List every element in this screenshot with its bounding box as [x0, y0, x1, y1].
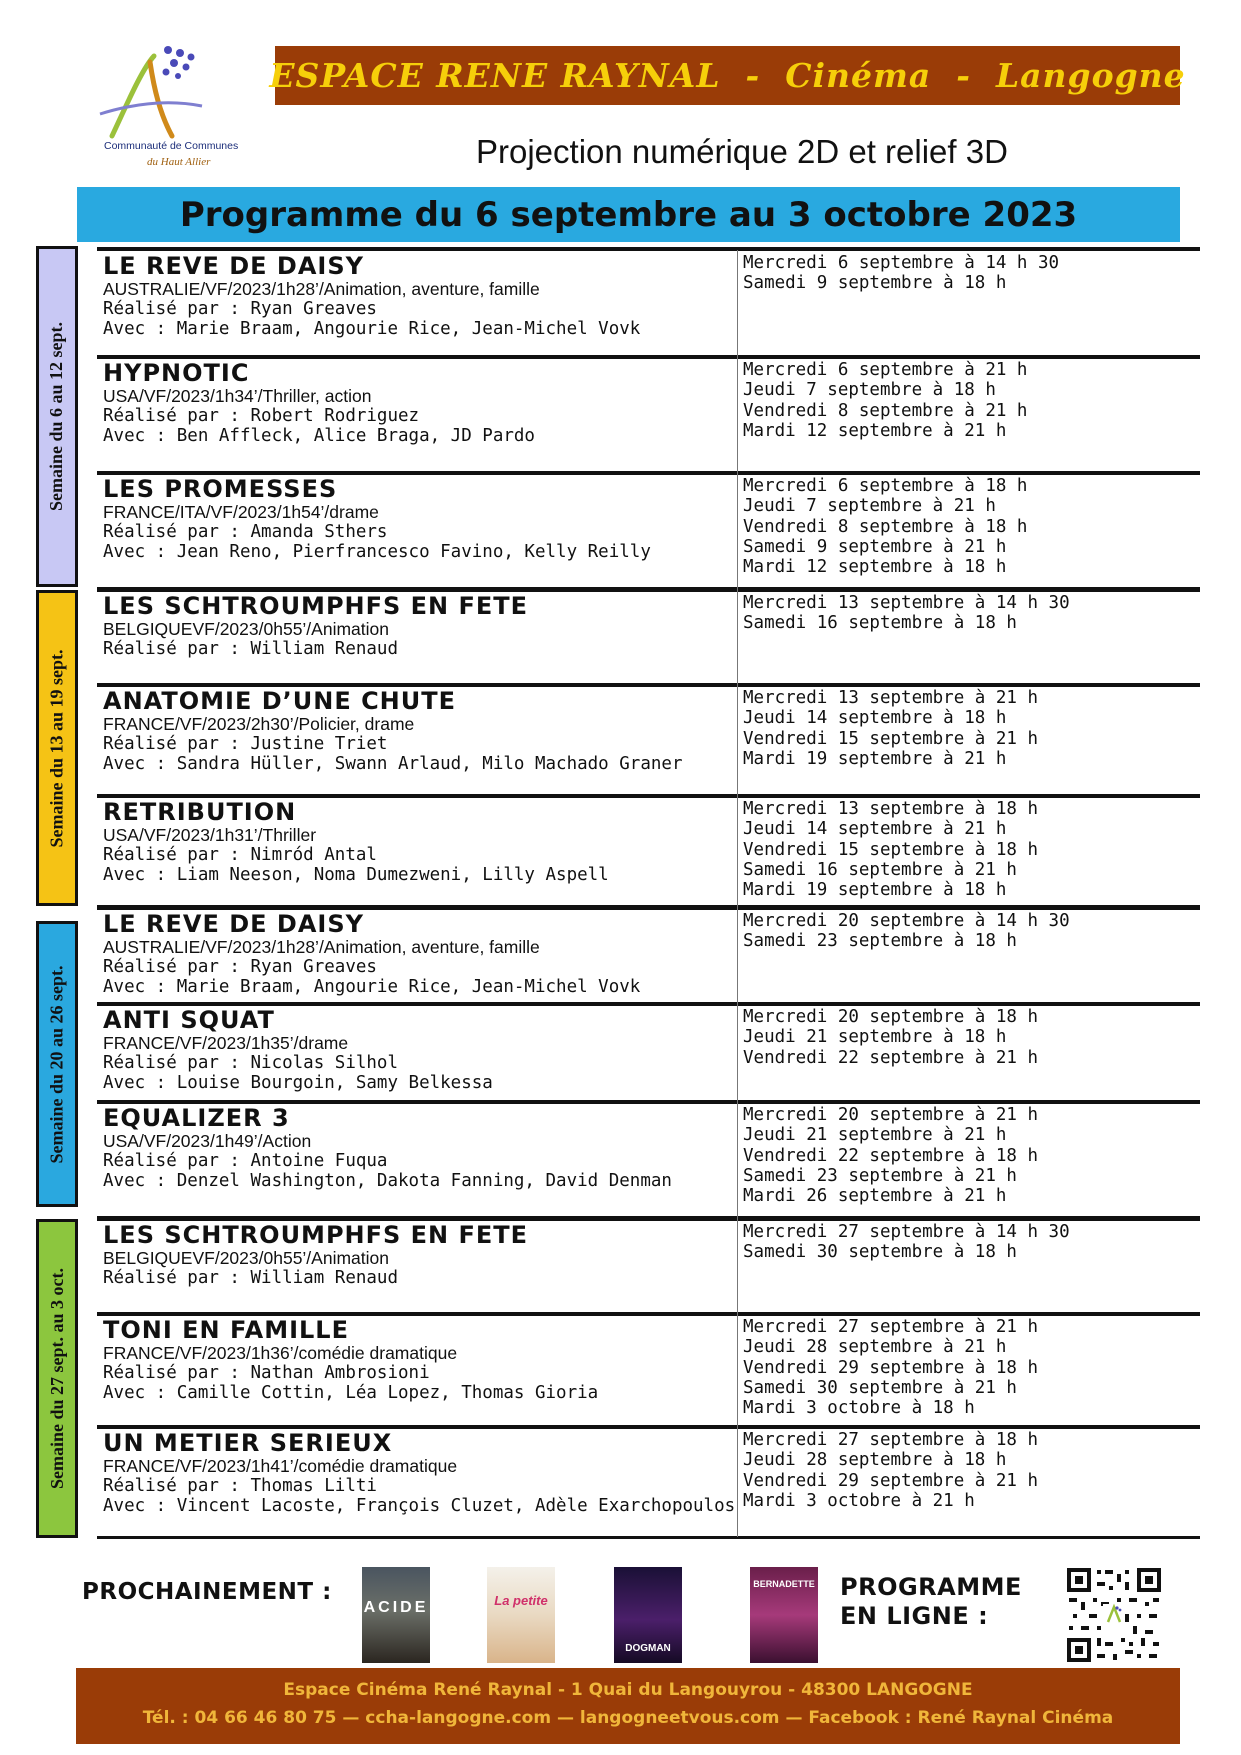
screening-time: Mercredi 27 septembre à 18 h	[743, 1430, 1039, 1450]
coming-soon-label: PROCHAINEMENT :	[82, 1579, 332, 1605]
film-info	[103, 476, 733, 562]
screening-time: Jeudi 21 septembre à 18 h	[743, 1027, 1007, 1048]
screening-time: Mercredi 13 septembre à 18 h	[743, 799, 1039, 819]
screening-time: Samedi 16 septembre à 21 h	[743, 859, 1017, 880]
footer-contact-bar	[76, 1668, 1180, 1744]
film-director: Réalisé par : Ryan Greaves	[103, 957, 377, 977]
online-label-line1: PROGRAMME	[840, 1573, 1022, 1601]
screening-time: Samedi 9 septembre à 18 h	[743, 273, 1007, 294]
film-meta: FRANCE/VF/2023/2h30’/Policier, drame	[103, 714, 415, 734]
film-director: Réalisé par : William Renaud	[103, 639, 399, 659]
film-title: RETRIBUTION	[103, 798, 297, 826]
film-cast: Avec : Vincent Lacoste, François Cluzet, Adèle Exarchopoulos	[103, 1496, 736, 1516]
online-program-label	[840, 1573, 1022, 1631]
film-title: HYPNOTIC	[103, 359, 250, 387]
screening-time: Vendredi 8 septembre à 21 h	[743, 400, 1028, 421]
film-cast: Avec : Louise Bourgoin, Samy Belkessa	[103, 1073, 493, 1093]
film-cast: Avec : Ben Affleck, Alice Braga, JD Pardo	[103, 426, 535, 446]
logo-text-line2: du Haut Allier	[147, 156, 211, 168]
film-director: Réalisé par : Ryan Greaves	[103, 299, 377, 319]
film-director: Réalisé par : William Renaud	[103, 1268, 399, 1288]
screening-time: Jeudi 28 septembre à 21 h	[743, 1337, 1007, 1358]
film-schedule	[743, 1007, 1198, 1068]
film-schedule	[743, 799, 1198, 900]
screening-time: Mercredi 6 septembre à 21 h	[743, 360, 1028, 380]
film-info	[103, 593, 733, 659]
week-label-box	[36, 246, 78, 587]
column-divider	[737, 250, 738, 1537]
poster-title: ACIDE	[363, 1599, 429, 1616]
screening-time: Mercredi 6 septembre à 18 h	[743, 476, 1028, 496]
film-schedule	[743, 1105, 1198, 1206]
film-info	[103, 799, 733, 885]
poster-title: BERNADETTE	[753, 1579, 815, 1589]
screening-time: Samedi 30 septembre à 21 h	[743, 1377, 1017, 1398]
film-cast: Avec : Camille Cottin, Léa Lopez, Thomas Gioria	[103, 1383, 599, 1403]
row-divider	[97, 355, 1200, 359]
screening-time: Mardi 12 septembre à 18 h	[743, 557, 1007, 578]
week-label: Semaine du 13 au 19 sept.	[46, 648, 67, 848]
screening-time: Mercredi 13 septembre à 14 h 30	[743, 593, 1070, 613]
week-label: Semaine du 20 au 26 sept.	[46, 964, 67, 1164]
film-schedule	[743, 1222, 1198, 1263]
film-title: LES SCHTROUMPHFS EN FETE	[103, 1221, 529, 1249]
logo-text-line1: Communauté de Communes	[104, 140, 239, 152]
film-director: Réalisé par : Thomas Lilti	[103, 1476, 377, 1496]
footer-address: Espace Cinéma René Raynal - 1 Quai du Langouyrou - 48300 LANGOGNE	[283, 1680, 973, 1700]
film-info	[103, 1317, 733, 1403]
screening-time: Mardi 19 septembre à 21 h	[743, 748, 1007, 769]
film-title: ANATOMIE D’UNE CHUTE	[103, 687, 457, 715]
film-title: TONI EN FAMILLE	[103, 1316, 349, 1344]
screening-time: Vendredi 15 septembre à 21 h	[743, 728, 1039, 749]
program-title: Programme du 6 septembre au 3 octobre 2023	[179, 194, 1078, 235]
film-meta: FRANCE/ITA/VF/2023/1h54’/drame	[103, 502, 379, 522]
film-title: LES PROMESSES	[103, 475, 338, 503]
film-info	[103, 253, 733, 339]
film-schedule	[743, 1317, 1198, 1418]
film-info	[103, 911, 733, 997]
screening-time: Mercredi 20 septembre à 18 h	[743, 1007, 1039, 1027]
film-info	[103, 360, 733, 446]
film-title: LES SCHTROUMPHFS EN FETE	[103, 592, 529, 620]
film-meta: USA/VF/2023/1h31’/Thriller	[103, 825, 317, 845]
film-schedule	[743, 1430, 1198, 1511]
screening-time: Samedi 23 septembre à 21 h	[743, 1165, 1017, 1186]
film-schedule	[743, 253, 1198, 294]
screening-time: Samedi 9 septembre à 21 h	[743, 536, 1007, 557]
film-director: Réalisé par : Nimród Antal	[103, 845, 377, 865]
film-cast: Avec : Marie Braam, Angourie Rice, Jean-Michel Vovk	[103, 977, 641, 997]
week-label-box	[36, 1219, 78, 1538]
film-info	[103, 1007, 733, 1093]
screening-time: Jeudi 28 septembre à 18 h	[743, 1450, 1007, 1471]
screening-time: Vendredi 15 septembre à 18 h	[743, 839, 1039, 860]
screening-time: Samedi 16 septembre à 18 h	[743, 613, 1017, 634]
screening-time: Mardi 3 octobre à 21 h	[743, 1490, 975, 1511]
screening-time: Mercredi 13 septembre à 21 h	[743, 688, 1039, 708]
film-schedule	[743, 911, 1198, 952]
film-director: Réalisé par : Nicolas Silhol	[103, 1053, 399, 1073]
qr-code-graphic	[1065, 1566, 1163, 1664]
film-director: Réalisé par : Amanda Sthers	[103, 522, 388, 542]
film-meta: AUSTRALIE/VF/2023/1h28’/Animation, aventure, famille	[103, 279, 540, 299]
screening-time: Jeudi 7 septembre à 21 h	[743, 496, 996, 517]
film-info	[103, 1222, 733, 1288]
screening-time: Mercredi 6 septembre à 14 h 30	[743, 253, 1060, 273]
footer-contacts: Tél. : 04 66 46 80 75 — ccha-langogne.com — langogneetvous.com — Facebook : René Raynal Cinéma	[142, 1708, 1114, 1728]
screening-time: Mardi 3 octobre à 18 h	[743, 1398, 975, 1419]
film-meta: FRANCE/VF/2023/1h36’/comédie dramatique	[103, 1343, 458, 1363]
screening-time: Vendredi 22 septembre à 18 h	[743, 1145, 1039, 1166]
film-cast: Avec : Jean Reno, Pierfrancesco Favino, Kelly Reilly	[103, 542, 651, 562]
qr-code-icon[interactable]	[1065, 1566, 1163, 1664]
film-schedule	[743, 476, 1198, 577]
projection-subtitle: Projection numérique 2D et relief 3D	[476, 133, 1008, 170]
screening-time: Samedi 23 septembre à 18 h	[743, 931, 1017, 952]
poster-acide[interactable]	[362, 1567, 430, 1663]
film-director: Réalisé par : Justine Triet	[103, 734, 388, 754]
film-info	[103, 1429, 736, 1516]
film-title: LE REVE DE DAISY	[103, 910, 365, 938]
film-cast: Avec : Denzel Washington, Dakota Fanning, David Denman	[103, 1171, 672, 1191]
header-banner	[269, 46, 1186, 107]
film-meta: USA/VF/2023/1h49’/Action	[103, 1131, 312, 1151]
community-logo	[92, 44, 252, 179]
film-title: ANTI SQUAT	[103, 1006, 275, 1034]
online-label-line2: EN LIGNE :	[840, 1602, 989, 1630]
film-schedule	[743, 593, 1198, 634]
screening-time: Jeudi 7 septembre à 18 h	[743, 380, 996, 401]
poster-dogman[interactable]	[614, 1567, 682, 1663]
row-divider	[97, 247, 1200, 251]
week-label: Semaine du 6 au 12 sept.	[46, 321, 67, 512]
screening-time: Mercredi 27 septembre à 14 h 30	[743, 1222, 1070, 1242]
screening-time: Jeudi 14 septembre à 21 h	[743, 819, 1007, 840]
film-title: LE REVE DE DAISY	[103, 252, 365, 280]
screening-time: Samedi 30 septembre à 18 h	[743, 1242, 1017, 1263]
film-cast: Avec : Sandra Hüller, Swann Arlaud, Milo Machado Graner	[103, 754, 683, 774]
film-title: EQUALIZER 3	[103, 1104, 290, 1132]
film-cast: Avec : Liam Neeson, Noma Dumezweni, Lilly Aspell	[103, 865, 609, 885]
film-title: UN METIER SERIEUX	[103, 1429, 393, 1457]
film-info	[103, 688, 733, 774]
screening-time: Mardi 26 septembre à 21 h	[743, 1186, 1007, 1207]
film-director: Réalisé par : Antoine Fuqua	[103, 1151, 388, 1171]
film-meta: FRANCE/VF/2023/1h41’/comédie dramatique	[103, 1456, 458, 1476]
screening-time: Mardi 12 septembre à 21 h	[743, 420, 1007, 441]
week-label-box	[36, 590, 78, 906]
poster-title: DOGMAN	[625, 1643, 671, 1654]
screening-time: Mercredi 27 septembre à 21 h	[743, 1317, 1039, 1337]
screening-time: Vendredi 29 septembre à 18 h	[743, 1357, 1039, 1378]
screening-time: Vendredi 22 septembre à 21 h	[743, 1047, 1039, 1068]
program-title-bar	[77, 187, 1180, 242]
screening-time: Jeudi 14 septembre à 18 h	[743, 708, 1007, 729]
film-schedule	[743, 688, 1198, 769]
poster-title: La petite	[494, 1593, 548, 1608]
film-cast: Avec : Marie Braam, Angourie Rice, Jean-Michel Vovk	[103, 319, 641, 339]
poster-la-petite[interactable]	[487, 1567, 555, 1663]
film-meta: BELGIQUEVF/2023/0h55’/Animation	[103, 1248, 389, 1268]
film-meta: BELGIQUEVF/2023/0h55’/Animation	[103, 619, 389, 639]
screening-time: Vendredi 29 septembre à 21 h	[743, 1470, 1039, 1491]
poster-bernadette[interactable]	[750, 1567, 818, 1663]
screening-time: Jeudi 21 septembre à 21 h	[743, 1125, 1007, 1146]
banner-title: ESPACE RENE RAYNAL - Cinéma - Langogne	[269, 56, 1186, 95]
screening-time: Mardi 19 septembre à 18 h	[743, 880, 1007, 901]
film-meta: AUSTRALIE/VF/2023/1h28’/Animation, aventure, famille	[103, 937, 540, 957]
week-label-box	[36, 921, 78, 1207]
week-label: Semaine du 27 sept. au 3 oct.	[46, 1267, 67, 1490]
screening-time: Mercredi 20 septembre à 14 h 30	[743, 911, 1070, 931]
screening-time: Mercredi 20 septembre à 21 h	[743, 1105, 1039, 1125]
film-meta: USA/VF/2023/1h34’/Thriller, action	[103, 386, 372, 406]
logo-a-icon	[92, 44, 252, 144]
film-meta: FRANCE/VF/2023/1h35’/drame	[103, 1033, 349, 1053]
screening-time: Vendredi 8 septembre à 18 h	[743, 516, 1028, 537]
table-bottom-line	[97, 1536, 1200, 1539]
film-director: Réalisé par : Robert Rodriguez	[103, 406, 420, 426]
film-info	[103, 1105, 733, 1191]
film-schedule	[743, 360, 1198, 441]
film-director: Réalisé par : Nathan Ambrosioni	[103, 1363, 430, 1383]
